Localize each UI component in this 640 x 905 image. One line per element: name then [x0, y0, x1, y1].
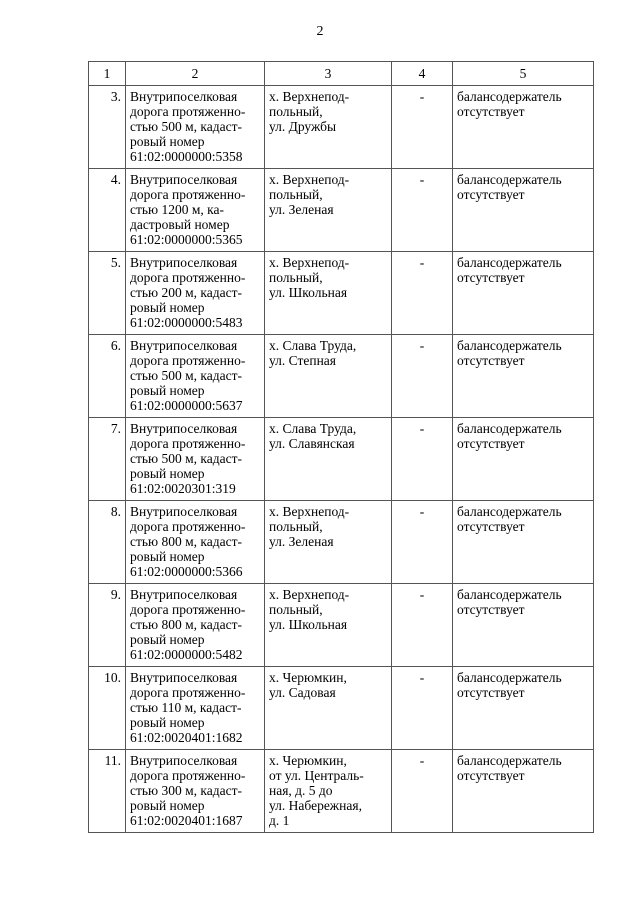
row-number: 6.: [89, 335, 126, 418]
column-header-2: 2: [126, 62, 265, 86]
road-location: х. Черюмкин, ул. Садовая: [265, 667, 392, 750]
road-description: Внутрипоселковая дорога протяженно- стью 300 м, кадаст- ровый номер 61:02:0020401:1687: [126, 750, 265, 833]
road-location: х. Верхнепод- польный, ул. Дружбы: [265, 86, 392, 169]
column-4-value: -: [392, 169, 453, 252]
column-4-value: -: [392, 667, 453, 750]
column-4-value: -: [392, 501, 453, 584]
row-number: 8.: [89, 501, 126, 584]
row-number: 7.: [89, 418, 126, 501]
road-location: х. Верхнепод- польный, ул. Зеленая: [265, 501, 392, 584]
row-number: 4.: [89, 169, 126, 252]
road-description: Внутрипоселковая дорога протяженно- стью 500 м, кадаст- ровый номер 61:02:0000000:5637: [126, 335, 265, 418]
column-header-1: 1: [89, 62, 126, 86]
row-number: 3.: [89, 86, 126, 169]
road-description: Внутрипоселковая дорога протяженно- стью 200 м, кадаст- ровый номер 61:02:0000000:5483: [126, 252, 265, 335]
road-location: х. Верхнепод- польный, ул. Зеленая: [265, 169, 392, 252]
road-description: Внутрипоселковая дорога протяженно- стью 800 м, кадаст- ровый номер 61:02:0000000:5482: [126, 584, 265, 667]
road-location: х. Черюмкин, от ул. Централь- ная, д. 5 до ул. Набережная, д. 1: [265, 750, 392, 833]
column-4-value: -: [392, 252, 453, 335]
balance-holder: балансодержатель отсутствует: [453, 252, 594, 335]
row-number: 5.: [89, 252, 126, 335]
balance-holder: балансодержатель отсутствует: [453, 418, 594, 501]
balance-holder: балансодержатель отсутствует: [453, 169, 594, 252]
table-row: [89, 169, 594, 252]
column-4-value: -: [392, 86, 453, 169]
road-location: х. Слава Труда, ул. Славянская: [265, 418, 392, 501]
column-4-value: -: [392, 418, 453, 501]
row-number: 9.: [89, 584, 126, 667]
table-row: [89, 501, 594, 584]
road-description: Внутрипоселковая дорога протяженно- стью 500 м, кадаст- ровый номер 61:02:0020301:319: [126, 418, 265, 501]
column-header-4: 4: [392, 62, 453, 86]
column-header-5: 5: [453, 62, 594, 86]
table-row: [89, 667, 594, 750]
table-row: [89, 252, 594, 335]
table-row: [89, 418, 594, 501]
row-number: 11.: [89, 750, 126, 833]
balance-holder: балансодержатель отсутствует: [453, 667, 594, 750]
road-location: х. Слава Труда, ул. Степная: [265, 335, 392, 418]
table-row: [89, 335, 594, 418]
page-number: 2: [316, 24, 324, 39]
table-row: [89, 750, 594, 833]
road-registry-table: [88, 61, 594, 833]
road-description: Внутрипоселковая дорога протяженно- стью 800 м, кадаст- ровый номер 61:02:0000000:5366: [126, 501, 265, 584]
column-header-3: 3: [265, 62, 392, 86]
column-4-value: -: [392, 584, 453, 667]
balance-holder: балансодержатель отсутствует: [453, 501, 594, 584]
balance-holder: балансодержатель отсутствует: [453, 86, 594, 169]
row-number: 10.: [89, 667, 126, 750]
road-location: х. Верхнепод- польный, ул. Школьная: [265, 584, 392, 667]
road-location: х. Верхнепод- польный, ул. Школьная: [265, 252, 392, 335]
balance-holder: балансодержатель отсутствует: [453, 335, 594, 418]
table-row: [89, 86, 594, 169]
table-header-row: [89, 62, 594, 86]
column-4-value: -: [392, 750, 453, 833]
column-4-value: -: [392, 335, 453, 418]
table-row: [89, 584, 594, 667]
road-description: Внутрипоселковая дорога протяженно- стью 500 м, кадаст- ровый номер 61:02:0000000:5358: [126, 86, 265, 169]
road-description: Внутрипоселковая дорога протяженно- стью 110 м, кадаст- ровый номер 61:02:0020401:1682: [126, 667, 265, 750]
balance-holder: балансодержатель отсутствует: [453, 584, 594, 667]
table-body: [89, 86, 594, 833]
balance-holder: балансодержатель отсутствует: [453, 750, 594, 833]
road-description: Внутрипоселковая дорога протяженно- стью 1200 м, ка- дастровый номер 61:02:0000000:5365: [126, 169, 265, 252]
